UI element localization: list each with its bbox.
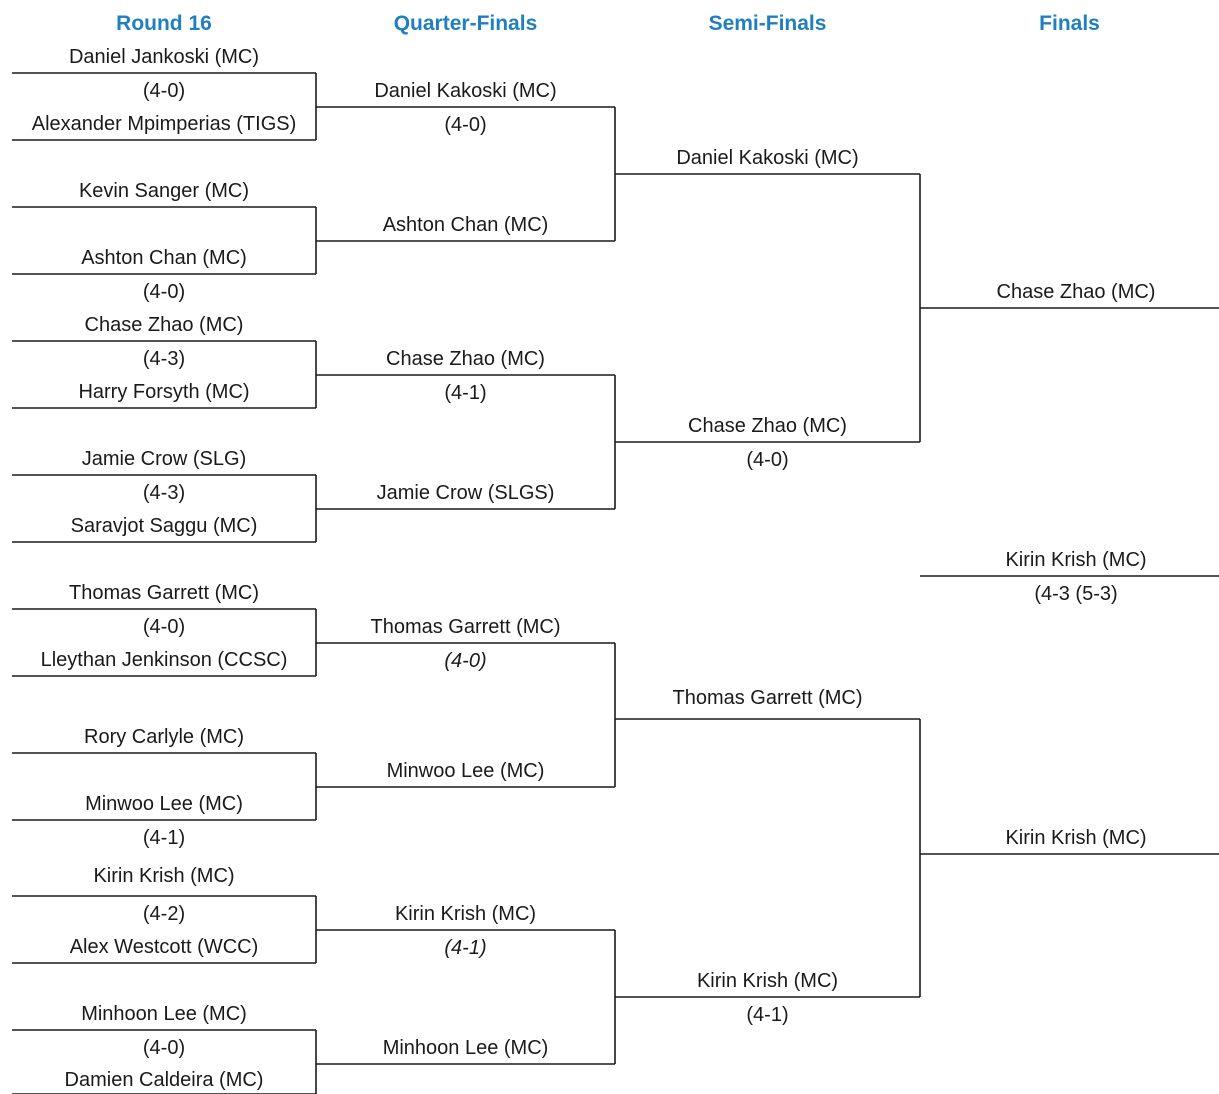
header-finals: Finals — [1039, 12, 1100, 35]
qf-player: Kirin Krish (MC) — [394, 903, 537, 925]
r16-score: (4-0) — [142, 80, 186, 102]
qf-score: (4-1) — [444, 382, 487, 404]
r16-player: Harry Forsyth (MC) — [78, 381, 250, 403]
sf-player: Daniel Kakoski (MC) — [676, 147, 859, 169]
r16-score: (4-2) — [142, 903, 186, 925]
sf-player: Thomas Garrett (MC) — [672, 687, 863, 709]
header-round16: Round 16 — [116, 12, 212, 35]
r16-score: (4-1) — [142, 827, 186, 849]
r16-player: Minwoo Lee (MC) — [85, 793, 243, 815]
r16-score: (4-3) — [142, 482, 186, 504]
qf-player: Ashton Chan (MC) — [382, 214, 549, 236]
r16-player: Saravjot Saggu (MC) — [70, 515, 258, 537]
qf-score: (4-1) — [444, 937, 487, 959]
r16-player: Damien Caldeira (MC) — [64, 1069, 264, 1091]
r16-player: Ashton Chan (MC) — [81, 247, 247, 269]
champion-score: (4-3 (5-3) — [1034, 583, 1118, 605]
qf-player: Minwoo Lee (MC) — [386, 760, 545, 782]
sf-score: (4-0) — [746, 449, 789, 471]
r16-score: (4-0) — [142, 1037, 186, 1059]
r16-score: (4-0) — [142, 281, 186, 303]
r16-player: Thomas Garrett (MC) — [68, 582, 260, 604]
r16-player: Alex Westcott (WCC) — [69, 936, 259, 958]
r16-player: Minhoon Lee (MC) — [81, 1003, 247, 1025]
champion-player: Kirin Krish (MC) — [1005, 549, 1147, 571]
sf-score: (4-1) — [746, 1004, 789, 1026]
sf-player: Kirin Krish (MC) — [696, 970, 839, 992]
final-player: Kirin Krish (MC) — [1005, 827, 1147, 849]
header-quarter-finals: Quarter-Finals — [393, 12, 538, 35]
qf-player: Chase Zhao (MC) — [386, 348, 545, 370]
qf-score: (4-0) — [444, 650, 487, 672]
r16-player: Alexander Mpimperias (TIGS) — [31, 113, 297, 135]
final-player: Chase Zhao (MC) — [996, 281, 1156, 303]
r16-score: (4-3) — [142, 348, 186, 370]
r16-score: (4-0) — [142, 616, 186, 638]
qf-player: Daniel Kakoski (MC) — [374, 80, 557, 102]
qf-player: Minhoon Lee (MC) — [382, 1037, 549, 1059]
qf-player: Thomas Garrett (MC) — [370, 616, 561, 638]
header-semi-finals: Semi-Finals — [708, 12, 827, 35]
r16-player: Kirin Krish (MC) — [93, 865, 235, 887]
qf-score: (4-0) — [444, 114, 487, 136]
sf-player: Chase Zhao (MC) — [688, 415, 847, 437]
r16-player: Rory Carlyle (MC) — [84, 726, 244, 748]
r16-player: Lleythan Jenkinson (CCSC) — [40, 649, 288, 671]
r16-player: Daniel Jankoski (MC) — [68, 46, 260, 68]
r16-player: Kevin Sanger (MC) — [78, 180, 250, 202]
r16-player: Chase Zhao (MC) — [84, 314, 244, 336]
r16-player: Jamie Crow (SLG) — [81, 448, 247, 470]
qf-player: Jamie Crow (SLGS) — [376, 482, 555, 504]
